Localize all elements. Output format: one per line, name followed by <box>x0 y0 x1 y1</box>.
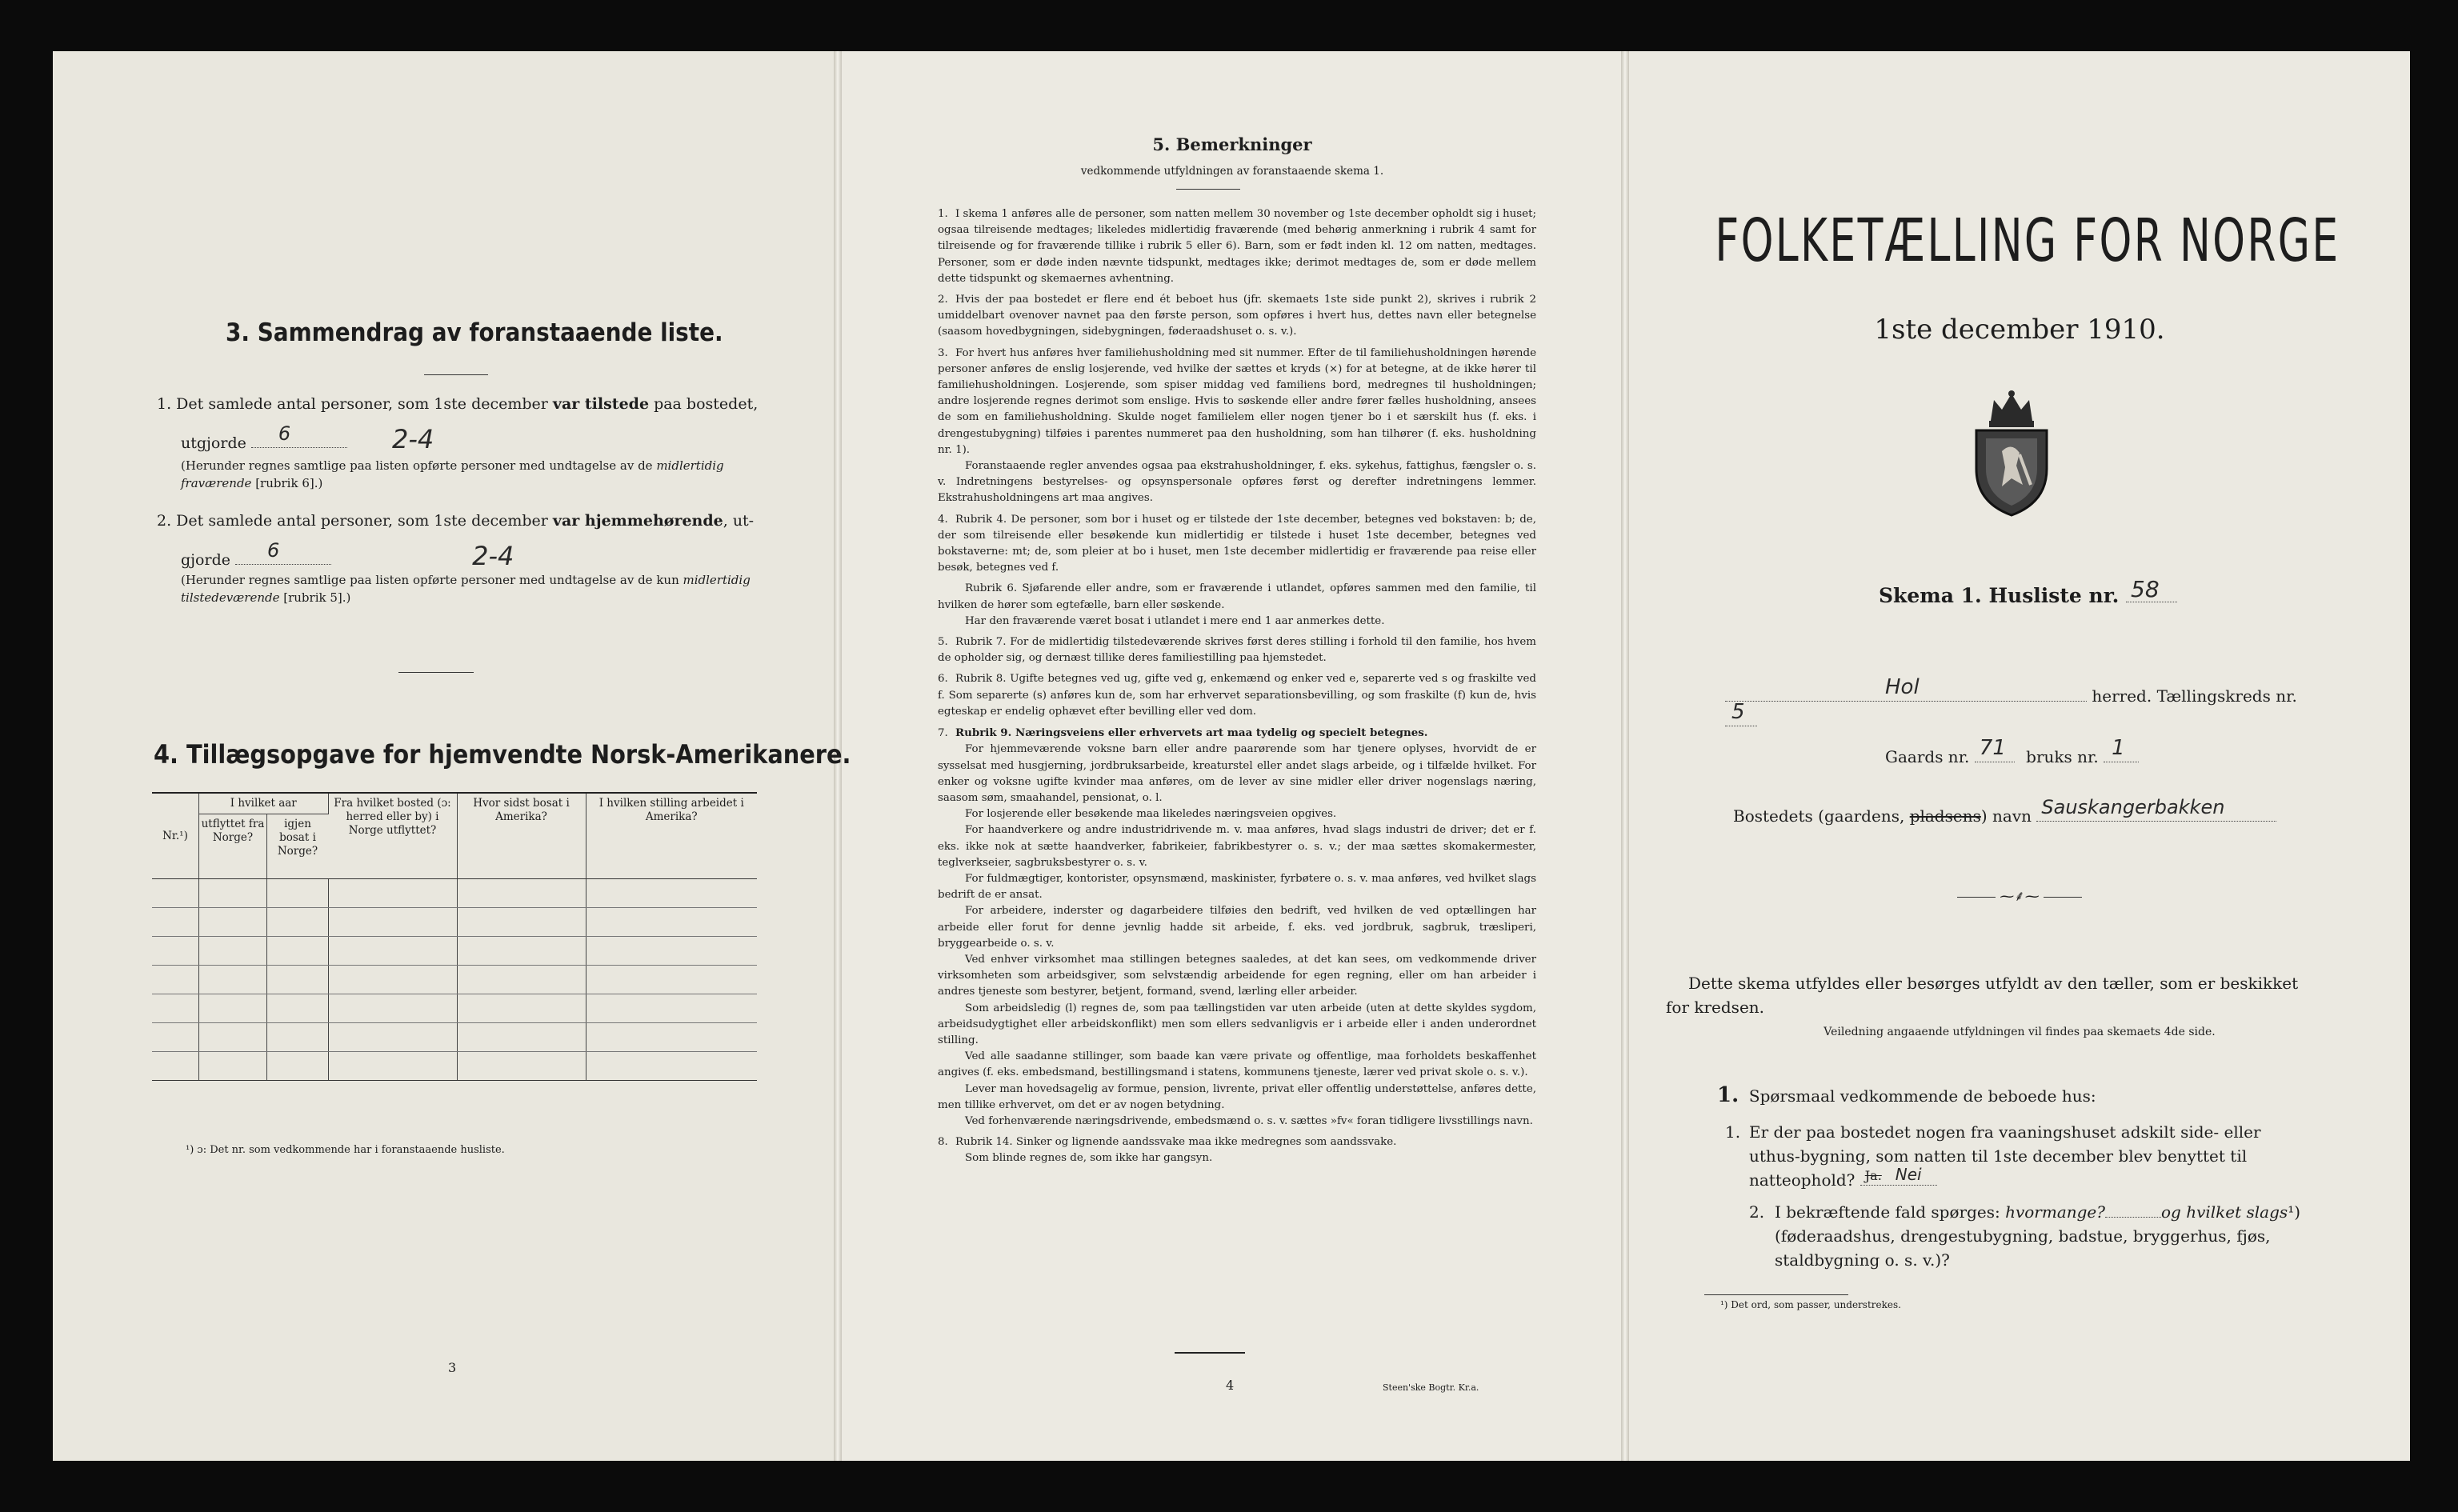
col-igjen-bosat: igjen bosat i Norge? <box>267 814 329 879</box>
table-row <box>152 966 757 994</box>
table-footnote: ¹) ɔ: Det nr. som vedkommende har i foranstaaende husliste. <box>186 1144 505 1156</box>
handwritten-range-2: 2-4 <box>472 541 514 571</box>
handwritten-count-2: 6 <box>267 539 280 562</box>
cover-footnote: ¹) Det ord, som passer, understrekes. <box>1720 1299 1901 1310</box>
remark-8b: Som blinde regnes de, som ikke har gangsyn. <box>965 1152 1213 1165</box>
bruks-value: 1 <box>2112 736 2125 760</box>
divider <box>398 672 474 673</box>
handwritten-count-1: 6 <box>278 422 291 445</box>
remark-7d: For haandverkere og andre industridrivende m. v. maa anføres, hvad slags industri de driver; det er f. eks. ikke nok at sætte haandverker, fabrikeier, fabrikbestyrer o. s. v.; der maa sættes skomakermester, teglverkseier, sagbruksbestyrer o. s. v. <box>938 824 1536 869</box>
table-row <box>152 994 757 1023</box>
divider <box>424 374 488 375</box>
divider <box>1175 1352 1245 1354</box>
summary-item-1: 1. Det samlede antal personer, som 1ste december var tilstede paa bostedet, <box>157 395 759 413</box>
remark-8: 8. Rubrik 14. Sinker og lignende aandssvake maa ikke medregnes som aandssvake. <box>938 1136 1397 1149</box>
col-fra-bosted: Fra hvilket bosted (ɔ: herred eller by) i Norge utflyttet? <box>328 793 457 879</box>
divider <box>1704 1294 1848 1295</box>
remark-3b: Foranstaaende regler anvendes ogsaa paa ekstrahusholdninger, f. eks. sykehus, fattighus, fængsler o. s. v. Indretningens bestyrelses- og opsynspersonale opføres først og derefter indretningens lemmer. Ekstrahusholdningens art maa angives. <box>938 460 1536 505</box>
husliste-number: 58 <box>2131 576 2160 602</box>
remark-4: 4. Rubrik 4. De personer, som bor i huset og er tilstede der 1ste december, betegnes ved bokstaven: b; de, der som tilreisende eller besøkende kun midlertidig er tilstede i huset 1ste december, betegnes ved bokstaverne: mt; de, som pleier at bo i huset, men 1ste december midlertidig er fraværende paa reise eller besøk, betegnes ved f. <box>938 513 1536 574</box>
section-3-title: 3. Sammendrag av foranstaaende liste. <box>226 318 723 347</box>
herred-value: Hol <box>1885 675 1920 699</box>
col-nr: Nr.¹) <box>152 793 199 879</box>
summary-item-2-utgjorde: gjorde 6 2-4 <box>181 539 514 571</box>
remarks-body <box>938 206 1536 1167</box>
bosted-value: Sauskangerbakken <box>2041 796 2225 818</box>
veiledning-text: Veiledning angaaende utfyldningen vil findes paa skemaets 4de side. <box>1823 1026 2216 1038</box>
intro-text: Dette skema utfyldes eller besørges utfyldt av den tæller, som er beskikket for kredsen. <box>1666 974 2299 1017</box>
summary-item-1-utgjorde: utgjorde 6 2-4 <box>181 422 434 454</box>
remark-7: 7. Rubrik 9. Næringsveiens eller erhvervets art maa tydelig og specielt betegnes. <box>938 726 1428 740</box>
norsk-amerikanere-table <box>152 792 757 1081</box>
q1-answer-nei: Nei <box>1895 1165 1922 1184</box>
ornament-divider: ⁓⸙⁓ <box>1629 886 2410 906</box>
remark-7i: Ved alle saadanne stillinger, som baade kan være private og offentlige, maa forholdets beskaffenhet angives (f. eks. embedsmand, bestillingsmand i statens, kommunens tjeneste, lærer ved privat skole o. s. v.). <box>938 1050 1536 1079</box>
herred-line: Hol herred. Tællingskreds nr. 5 <box>1725 683 2301 733</box>
remark-4c: Har den fraværende været bosat i utlandet i mere end 1 aar anmerkes dette. <box>965 614 1385 627</box>
summary-item-1-note: (Herunder regnes samtlige paa listen opførte personer med undtagelse av de midlertidig fraværende [rubrik 6].) <box>181 458 724 490</box>
bosted-line: Bostedets (gaardens, pladsens) navn Sauskangerbakken <box>1733 803 2389 828</box>
page-fold-right <box>1621 51 1629 1461</box>
table-row <box>152 1023 757 1052</box>
handwritten-range-1: 2-4 <box>391 424 434 454</box>
census-title: FOLKETÆLLING FOR NORGE <box>1715 206 2340 275</box>
q1-ja: Ja. <box>1864 1168 1882 1183</box>
remark-7f: For arbeidere, inderster og dagarbeidere tilføies den bedrift, ved hvilken de ved optællingen har arbeide eller forut for denne jevnlig hadde sit arbeide, f. eks. ved jordbruk, sagbruk, træsliperi, bryggearbeide o. s. v. <box>938 905 1536 950</box>
summary-item-2-note: (Herunder regnes samtlige paa listen opførte personer med undtagelse av de kun midlertidig tilstedeværende [rubrik 5].) <box>181 573 751 605</box>
remark-7g: Ved enhver virksomhet maa stillingen betegnes saaledes, at det kan sees, om vedkommende driver virksomheten som arbeidsgiver, som selvstændig arbeidende for egen regning, eller om han arbeider i andres tjeneste som bestyrer, betjent, formand, svend, lærling eller arbeider. <box>938 953 1536 998</box>
remark-7h: Som arbeidsledig (l) regnes de, som paa tællingstiden var uten arbeide (uten at dette skyldes sygdom, arbeidsudygtighet eller arbeidskonflikt) men som ellers sedvanligvis er i arbeide eller i anden underordnet stilling. <box>938 1002 1536 1046</box>
col-utflyttet: utflyttet fra Norge? <box>199 814 267 879</box>
col-group-aar: I hvilket aar <box>199 793 329 814</box>
skema-label: Skema 1. Husliste nr. 58 <box>1879 584 2177 607</box>
gaards-value: 71 <box>1979 736 2006 760</box>
col-sidst-bosat: Hvor sidst bosat i Amerika? <box>457 793 586 879</box>
kreds-value: 5 <box>1731 700 1745 724</box>
page-number-4: 4 <box>1226 1378 1235 1393</box>
remark-7j: Lever man hovedsagelig av formue, pension, livrente, privat eller offentlig understøttelse, anføres dette, men tillike erhvervet, om det er av nogen betydning. <box>938 1082 1536 1111</box>
remark-4b: Rubrik 6. Sjøfarende eller andre, som er fraværende i utlandet, opføres sammen med den familie, til hvilken de hører som egtefælle, barn eller søskende. <box>938 582 1536 611</box>
coat-of-arms-icon <box>1967 389 2056 518</box>
remark-5: 5. Rubrik 7. For de midlertidig tilstedeværende skrives først deres stilling i forhold til den familie, hos hvem de opholder sig, og dernæst tillike deres familiestilling paa hjemstedet. <box>938 636 1536 665</box>
table-row <box>152 908 757 937</box>
divider <box>1176 189 1240 190</box>
table-row <box>152 1052 757 1081</box>
gaards-line: Gaards nr. 71 bruks nr. 1 <box>1885 744 2139 769</box>
remarks-subtitle: vedkommende utfyldningen av foranstaaende skema 1. <box>1080 165 1384 178</box>
remark-7k: Ved forhenværende næringsdrivende, embedsmænd o. s. v. sættes »fv« foran tidligere livsstillings navn. <box>965 1114 1533 1127</box>
table-row <box>152 937 757 966</box>
census-date: 1ste december 1910. <box>1874 314 2165 346</box>
remark-2: 2. Hvis der paa bostedet er flere end ét beboet hus (jfr. skemaets 1ste side punkt 2), skrives i rubrik 2 umiddelbart ovenover navnet paa den første person, som opføres i hvert hus, dettes navn eller betegnelse (saasom hovedbygningen, sidebygningen, føderaadshuset o. s. v.). <box>938 294 1536 338</box>
census-title-wrap <box>1629 206 2410 275</box>
remark-6: 6. Rubrik 8. Ugifte betegnes ved ug, gifte ved g, enkemænd og enker ved e, separerte ved s og fraskilte ved f. Som separerte (s) anføres kun de, som har erhvervet separationsbevilling, og som fraskilte (f) kun de, hvis egteskap er endelig ophævet efter bevilling eller ved dom. <box>938 673 1536 718</box>
remark-7c: For losjerende eller besøkende maa likeledes næringsveien opgives. <box>965 808 1337 821</box>
remark-7e: For fuldmægtiger, kontorister, opsynsmænd, maskinister, fyrbøtere o. s. v. maa anføres, ved hvilket slags bedrift de er ansat. <box>938 872 1536 902</box>
remark-1: 1. I skema 1 anføres alle de personer, som natten mellem 30 november og 1ste december opholdt sig i huset; ogsaa tilreisende medtages; likeledes midlertidig fraværende (med behørig anmerkning i rubrik 4 samt for tilreisende og for fraværende tillike i rubrik 5 eller 6). Barn, som er født inden kl. 12 om natten, medtages. Personer, som er døde inden nævnte tidspunkt, medtages ikke; derimot medtages de, som er døde mellem dette tidspunkt og skemaernes avhentning. <box>938 208 1536 285</box>
question-2: 2. I bekræftende fald spørges: hvormange? og hvilket slags¹) (føderaadshus, drengestubygning, badstue, bryggerhus, fjøs, staldbygning o. s. v.)? <box>1749 1202 2301 1270</box>
printer-imprint: Steen'ske Bogtr. Kr.a. <box>1383 1382 1479 1393</box>
section-4-title: 4. Tillægsopgave for hjemvendte Norsk-Amerikanere. <box>154 739 851 770</box>
remark-7b: For hjemmeværende voksne barn eller andre paarørende som har tjenere oplyses, hvorvidt de er sysselsat med husgjerning, jordbruksarbeide, kreaturstel eller andet slags arbeide, og i tilfælde hvilket. For enker og voksne ugifte kvinder maa anføres, om de lever av sine midler eller driver nogenslags næring, saasom søm, smaahandel, pensionat, o. l. <box>938 743 1536 804</box>
summary-item-2: 2. Det samlede antal personer, som 1ste december var hjemmehørende, ut- <box>157 512 755 530</box>
table-row <box>152 879 757 908</box>
remark-3: 3. For hvert hus anføres hver familiehusholdning med sit nummer. Efter de til familiehusholdningen hørende personer anføres de enslig losjerende, ved hvilke der sættes et kryds (×) for at betegne, at de ikke hører til familiehusholdningen. Losjerende, som spiser middag ved familiens bord, medregnes til husholdningen; andre losjerende regnes derimot som enslige. Hvis to søskende eller andre fører fælles husholdning, ansees de som en familiehusholdning. Skulde noget familielem eller nogen tjener bo i et særskilt hus (f. eks. i drengestubygning) tilføies i parentes nummeret paa den husholdning, som han tilhører (f. eks. husholdning nr. 1). <box>938 346 1536 456</box>
page-number-3: 3 <box>448 1360 457 1375</box>
questions-heading: 1. Spørsmaal vedkommende de beboede hus: <box>1717 1083 2096 1107</box>
question-1: 1. Er der paa bostedet nogen fra vaaningshuset adskilt side- eller uthus-bygning, som natten til 1ste december blev benyttet til natteophold? Ja. Nei <box>1725 1122 2261 1190</box>
remarks-title: 5. Bemerkninger <box>1152 134 1312 154</box>
col-stilling: I hvilken stilling arbeidet i Amerika? <box>586 793 757 879</box>
